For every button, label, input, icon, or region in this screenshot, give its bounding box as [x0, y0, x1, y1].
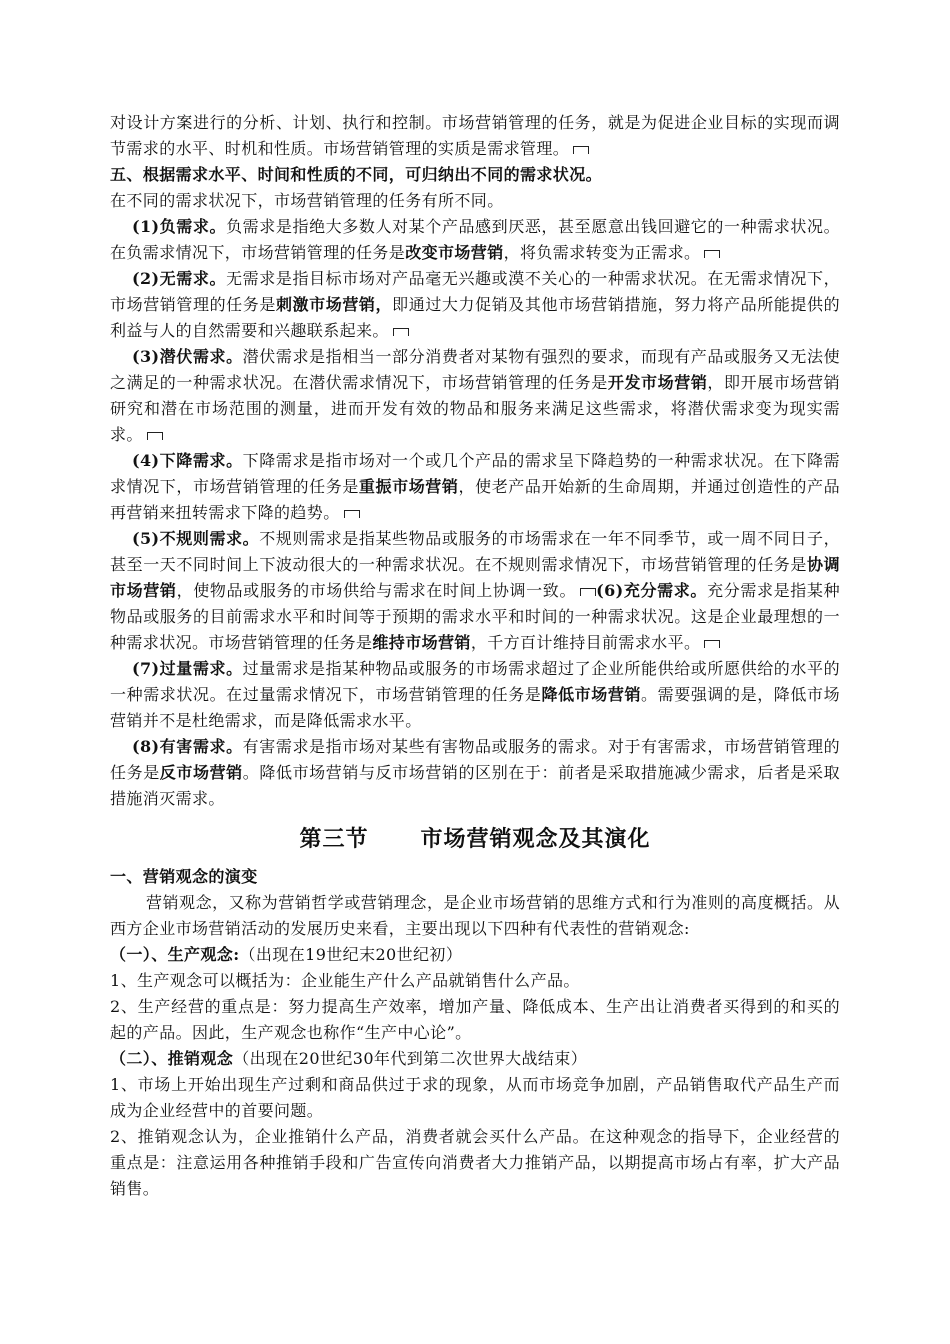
- paragraph-mark-icon: [580, 588, 596, 596]
- demand-desc: 下降需求是指市场对一个或几个产品的需求呈下降趋势的一种需求状况。在下降需求情况下，市场营销管理的任务是: [110, 451, 840, 496]
- demand-desc: 负需求是指绝大多数人对某个产品感到厌恶，甚至愿意出钱回避它的一种需求状况。在负需求情况下，市场营销管理的任务是: [110, 217, 840, 262]
- demand-number: (5): [132, 529, 160, 548]
- demand-task: 开发市场营销: [607, 373, 708, 392]
- section-title: 第三节 市场营销观念及其演化: [299, 826, 651, 852]
- demand-item: [110, 656, 840, 734]
- selling-point-2: 2、推销观念认为，企业推销什么产品，消费者就会买什么产品。在这种观念的指导下，企业经营的重点是：注意运用各种推销手段和广告宣传向消费者大力推销产品，以期提高市场占有率，扩大产品销售。: [110, 1127, 840, 1198]
- intro-text: 对设计方案进行的分析、计划、执行和控制。市场营销管理的任务，就是为促进企业目标的实现而调节需求的水平、时机和性质。市场营销管理的实质是需求管理。: [110, 113, 840, 158]
- demand-name: 负需求。: [159, 217, 227, 236]
- demand-name: 过量需求。: [159, 659, 243, 678]
- demand-name: 充分需求。: [623, 581, 708, 600]
- subsection-heading: 一、营销观念的演变: [110, 867, 258, 886]
- demand-desc-end: ，千方百计维持目前需求水平。: [470, 633, 701, 652]
- production-concept-heading: （一）、生产观念:: [110, 945, 240, 964]
- demand-item: [110, 214, 840, 266]
- demand-item: [110, 266, 840, 344]
- paragraph-mark-icon: [704, 640, 720, 648]
- production-point-2: 2、生产经营的重点是：努力提高生产效率，增加产量、降低成本、生产出让消费者买得到的和买的起的产品。因此，生产观念也称作“生产中心论”。: [110, 997, 840, 1042]
- paragraph-mark-icon: [344, 510, 360, 518]
- selling-concept-heading: （二）、推销观念: [110, 1049, 234, 1068]
- demand-number: (6): [596, 581, 624, 600]
- demand-name: 不规则需求。: [159, 529, 260, 548]
- demand-task: 反市场营销: [159, 763, 243, 782]
- demand-task: 协调市场营销: [110, 555, 840, 600]
- demand-name: 无需求。: [159, 269, 227, 288]
- concept-intro: 营销观念，又称为营销哲学或营销理念，是企业市场营销的思维方式和行为准则的高度概括。从西方企业市场营销活动的发展历史来看，主要出现以下四种有代表性的营销观念:: [110, 893, 840, 938]
- demand-number: (3): [132, 347, 160, 366]
- demand-task: 改变市场营销: [405, 243, 504, 262]
- demand-item: [110, 734, 840, 812]
- demand-desc-end: 。需要强调的是，降低市场营销并不是杜绝需求，而是降低需求水平。: [110, 685, 840, 730]
- demand-number: (1): [132, 217, 160, 236]
- demand-number: (7): [132, 659, 160, 678]
- selling-point-1: 1、市场上开始出现生产过剩和商品供过于求的现象，从而市场竞争加剧，产品销售取代产品生产而成为企业经营中的首要问题。: [110, 1075, 840, 1120]
- demand-number: (2): [132, 269, 160, 288]
- production-point-1: 1、生产观念可以概括为：企业能生产什么产品就销售什么产品。: [110, 971, 580, 990]
- demand-desc-end: 即通过大力促销及其他市场营销措施，努力将产品所能提供的利益与人的自然需要和兴趣联系起来。: [110, 295, 840, 340]
- demand-desc: 过量需求是指某种物品或服务的市场需求超过了企业所能供给或所愿供给的水平的一种需求状况。在过量需求情况下，市场营销管理的任务是: [110, 659, 840, 704]
- demand-name: 下降需求。: [159, 451, 243, 470]
- demand-item: [110, 344, 840, 448]
- demand-desc: 潜伏需求是指相当一部分消费者对某物有强烈的要求，而现有产品或服务又无法使之满足的一种需求状况。在潜伏需求情况下，市场营销管理的任务是: [110, 347, 840, 392]
- demand-item: [110, 448, 840, 526]
- demand-desc-end: ，使物品或服务的市场供给与需求在时间上协调一致。: [176, 581, 577, 600]
- demand-task: 重振市场营销: [358, 477, 459, 496]
- paragraph-mark-icon: [704, 250, 720, 258]
- demand-desc: 充分需求是指某种物品或服务的目前需求水平和时间等于预期的需求水平和时间的一种需求状况。这是企业最理想的一种需求状况。市场营销管理的任务是: [110, 581, 840, 652]
- demand-task: 降低市场营销: [541, 685, 642, 704]
- demand-task: 刺激市场营销，: [275, 295, 393, 314]
- intro-paragraph: [110, 110, 840, 162]
- section5-heading: 五、根据需求水平、时间和性质的不同，可归纳出不同的需求状况。: [110, 165, 603, 184]
- demand-desc: 有害需求是指市场对某些有害物品或服务的需求。对于有害需求，市场营销管理的任务是: [110, 737, 840, 782]
- document-content: [110, 110, 840, 1202]
- demand-desc: 无需求是指目标市场对产品毫无兴趣或漠不关心的一种需求状况。在无需求情况下，市场营销管理的任务是: [110, 269, 840, 314]
- paragraph-mark-icon: [573, 146, 589, 154]
- demand-desc-end: 。降低市场营销与反市场营销的区别在于：前者是采取措施减少需求，后者是采取措施消灭需求。: [110, 763, 840, 808]
- production-concept-period: （出现在19世纪末20世纪初）: [239, 945, 463, 964]
- selling-concept-period: （出现在20世纪30年代到第二次世界大战结束）: [233, 1049, 588, 1068]
- demand-desc-end: ，将负需求转变为正需求。: [503, 243, 701, 262]
- paragraph-mark-icon: [393, 328, 409, 336]
- demand-number: (8): [132, 737, 160, 756]
- demand-item: [110, 526, 840, 656]
- production-concept-heading-line: [110, 942, 840, 968]
- demand-desc: 不规则需求是指某些物品或服务的市场需求在一年不同季节，或一周不同日子，甚至一天不同时间上下波动很大的一种需求状况。在不规则需求情况下，市场营销管理的任务是: [110, 529, 840, 574]
- section5-lead: 在不同的需求状况下，市场营销管理的任务有所不同。: [110, 191, 504, 210]
- paragraph-mark-icon: [147, 432, 163, 440]
- selling-concept-heading-line: [110, 1046, 840, 1072]
- demand-task: 维持市场营销: [372, 633, 471, 652]
- demand-number: (4): [132, 451, 160, 470]
- demand-desc-end: ，使老产品开始新的生命周期，并通过创造性的产品再营销来扭转需求下降的趋势。: [110, 477, 840, 522]
- demand-name: 有害需求。: [159, 737, 243, 756]
- demand-desc-end: ，即开展市场营销研究和潜在市场范围的测量，进而开发有效的物品和服务来满足这些需求，将潜伏需求变为现实需求。: [110, 373, 840, 444]
- demand-name: 潜伏需求。: [159, 347, 243, 366]
